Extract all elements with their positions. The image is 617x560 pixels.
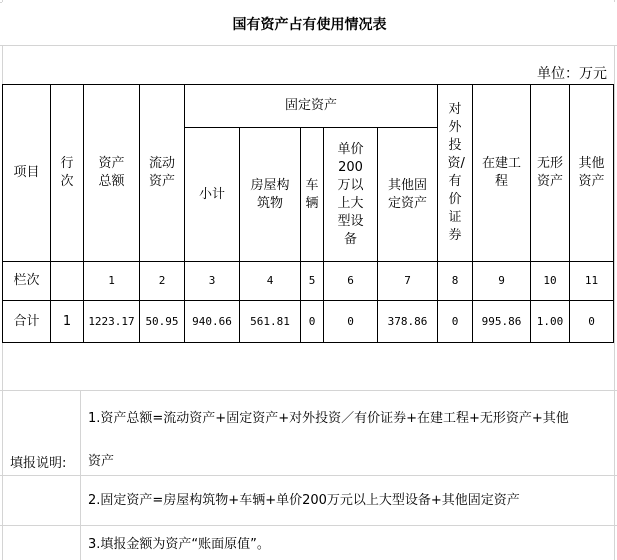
index-cell: 7: [378, 262, 438, 301]
total-value-cell: 378.86: [378, 301, 438, 343]
gridline: [0, 45, 617, 46]
header-buildings: 房屋构筑物: [240, 128, 301, 262]
gridline: [0, 390, 617, 391]
page-title: 国有资产占有使用情况表: [2, 2, 617, 45]
total-value-cell: 50.95: [140, 301, 185, 343]
gridline: [0, 525, 617, 526]
header-row-no: 行次: [51, 85, 84, 262]
index-row-no: [51, 262, 84, 301]
total-value-cell: 0: [570, 301, 614, 343]
index-cell: 4: [240, 262, 301, 301]
header-other-fixed: 其他固定资产: [378, 128, 438, 262]
total-value-cell: 0: [438, 301, 473, 343]
header-fixed-assets: 固定资产: [185, 85, 438, 128]
index-row-label: 栏次: [3, 262, 51, 301]
total-value-cell: 1223.17: [84, 301, 140, 343]
total-value-cell: 940.66: [185, 301, 240, 343]
gridline: [80, 390, 81, 560]
note-line-2: 2.固定资产=房屋构筑物+车辆+单价200万元以上大型设备+其他固定资产: [88, 493, 520, 508]
header-investments: 对外投资/有价证券: [438, 85, 473, 262]
total-row-label: 合计: [3, 301, 51, 343]
gridline: [0, 475, 617, 476]
header-item: 项目: [3, 85, 51, 262]
total-value-cell: 0: [324, 301, 378, 343]
asset-table: [2, 84, 614, 343]
header-subtotal: 小计: [185, 128, 240, 262]
total-row-no: 1: [51, 301, 84, 343]
index-cell: 11: [570, 262, 614, 301]
index-cell: 6: [324, 262, 378, 301]
index-cell: 2: [140, 262, 185, 301]
index-cell: 1: [84, 262, 140, 301]
header-construction: 在建工程: [473, 85, 531, 262]
index-cell: 9: [473, 262, 531, 301]
total-value-cell: 1.00: [531, 301, 570, 343]
total-value-cell: 561.81: [240, 301, 301, 343]
header-total-assets: 资产总额: [84, 85, 140, 262]
header-vehicles: 车辆: [301, 128, 324, 262]
unit-label: 单位：万元: [537, 66, 607, 82]
header-large-equipment: 单价200万以上大型设备: [324, 128, 378, 262]
note-line-1-continued: 资产: [88, 454, 115, 469]
index-cell: 5: [301, 262, 324, 301]
header-current-assets: 流动资产: [140, 85, 185, 262]
index-cell: 3: [185, 262, 240, 301]
index-cell: 8: [438, 262, 473, 301]
header-other-assets: 其他资产: [570, 85, 614, 262]
header-intangible: 无形资产: [531, 85, 570, 262]
note-line-1: 1.资产总额=流动资产+固定资产+对外投资／有价证券+在建工程+无形资产+其他: [88, 411, 569, 426]
gridline: [614, 0, 615, 560]
index-cell: 10: [531, 262, 570, 301]
total-value-cell: 995.86: [473, 301, 531, 343]
note-line-3: 3.填报金额为资产“账面原值”。: [88, 537, 270, 552]
notes-label: 填报说明:: [10, 456, 67, 471]
total-value-cell: 0: [301, 301, 324, 343]
